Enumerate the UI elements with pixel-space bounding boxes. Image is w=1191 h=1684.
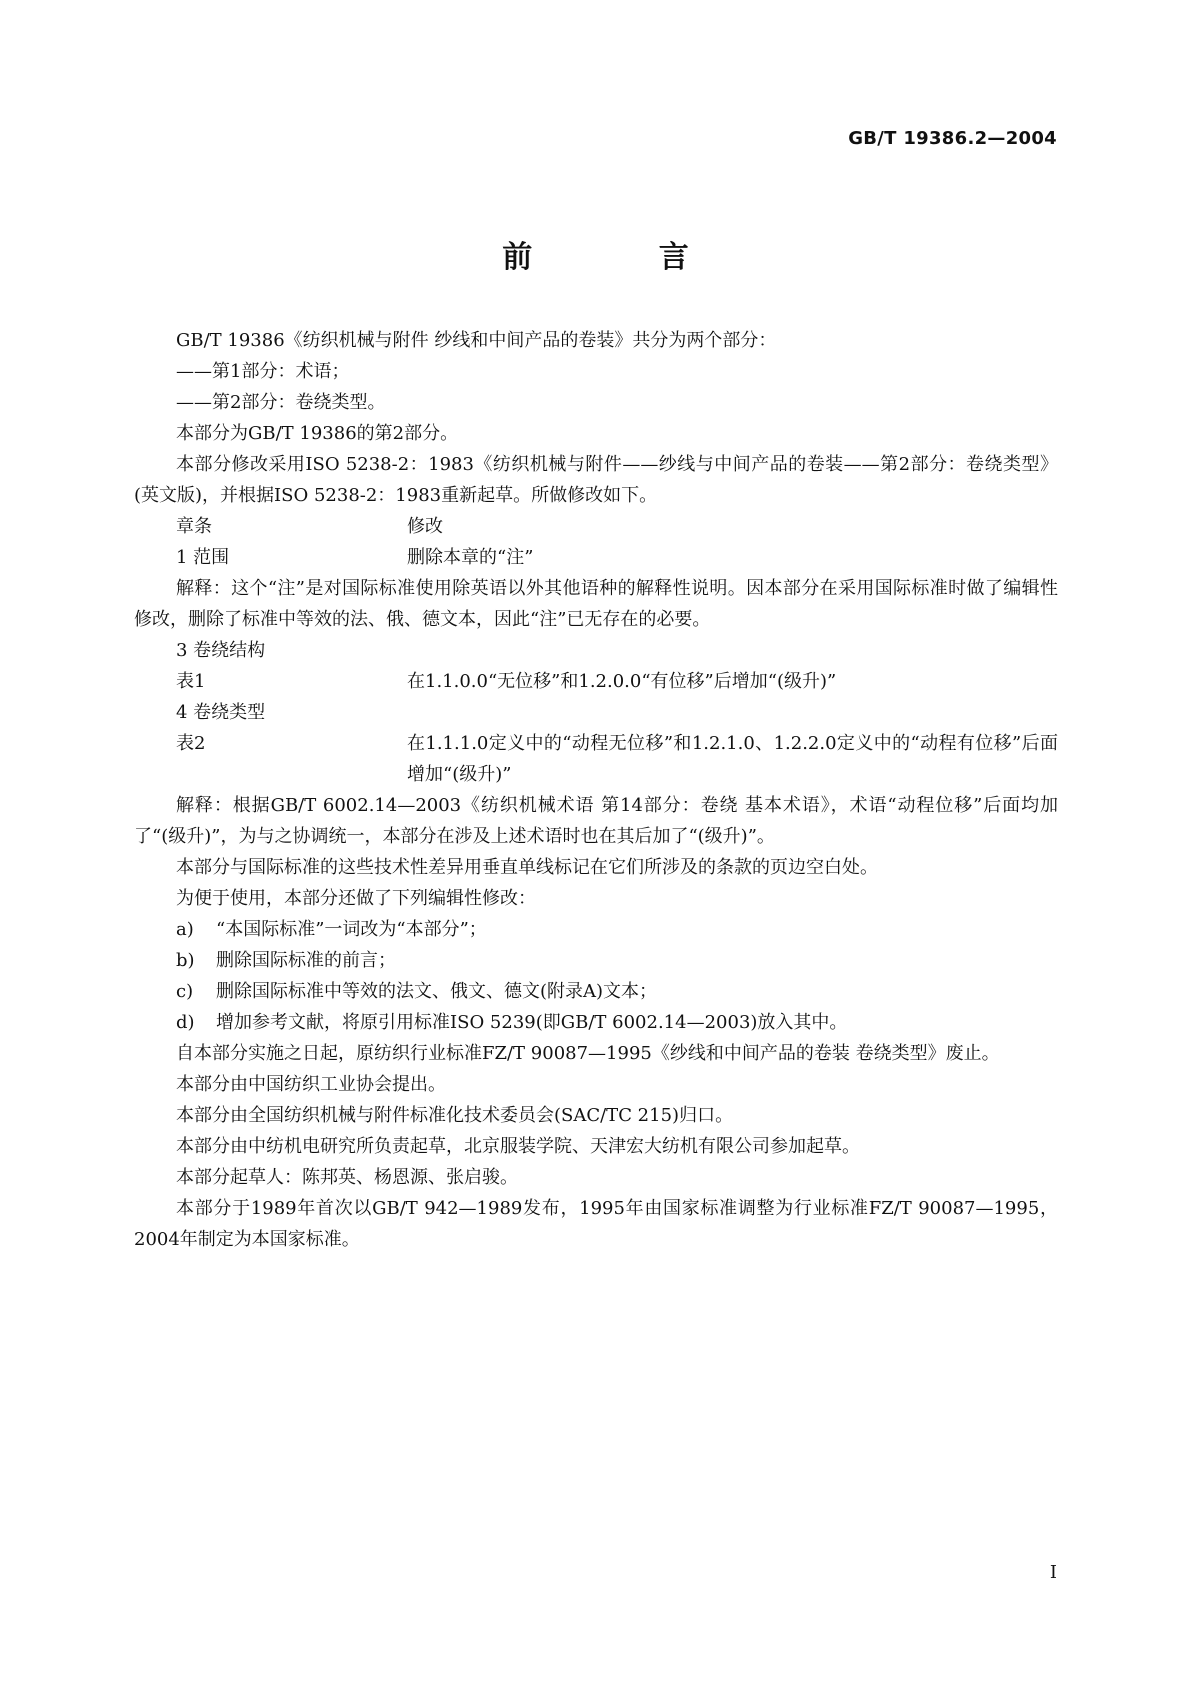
paragraph: ——第1部分：术语； [176,361,350,382]
mod-table-row [134,728,1058,790]
list-text: 增加参考文献，将原引用标准ISO 5239(即GB/T 6002.14—2003)放入其中。 [216,1012,848,1033]
row-clause: 表1 [176,671,206,692]
explanation-note: 解释：根据GB/T 6002.14—2003《纺织机械术语 第14部分：卷绕 基本术语》，术语“动程位移”后面均加了“(级升)”，为与之协调统一，本部分在涉及上述术语时也在其后加了“(级升)”。 [134,795,1058,847]
mod-table-header [134,511,1058,542]
paragraph: 本部分于1989年首次以GB/T 942—1989发布，1995年由国家标准调整为行业标准FZ/T 90087—1995，2004年制定为本国家标准。 [134,1198,1058,1250]
list-text: “本国际标准”一词改为“本部分”； [216,919,487,940]
paragraph: 本部分由中国纺织工业协会提出。 [176,1074,446,1095]
list-marker: d) [176,1012,195,1033]
mod-table-row [134,542,1058,573]
explanation-note: 解释：这个“注”是对国际标准使用除英语以外其他语种的解释性说明。因本部分在采用国际标准时做了编辑性修改，删除了标准中等效的法、俄、德文本，因此“注”已无存在的必要。 [134,578,1058,630]
col-header-modification: 修改 [407,516,443,537]
mod-table-row [134,697,1058,728]
paragraph: 本部分由全国纺织机械与附件标准化技术委员会(SAC/TC 215)归口。 [176,1105,734,1126]
paragraph: 本部分为GB/T 19386的第2部分。 [176,423,459,444]
list-text: 删除国际标准中等效的法文、俄文、德文(附录A)文本； [216,981,658,1002]
row-modification [407,697,1058,728]
row-clause: 4 卷绕类型 [176,702,266,723]
paragraph: 本部分起草人：陈邦英、杨恩源、张启骏。 [176,1167,518,1188]
paragraph: GB/T 19386《纺织机械与附件 纱线和中间产品的卷装》共分为两个部分： [176,330,777,351]
paragraph: 为便于使用，本部分还做了下列编辑性修改： [176,888,536,909]
paragraph: 本部分由中纺机电研究所负责起草，北京服装学院、天津宏大纺机有限公司参加起草。 [176,1136,860,1157]
page-number: I [1049,1562,1057,1583]
row-modification [407,635,1058,666]
row-modification: 删除本章的“注” [407,547,534,568]
page-title: 前 言 [502,240,747,275]
row-modification: 在1.1.1.0定义中的“动程无位移”和1.2.1.0、1.2.2.0定义中的“动程有位移”后面增加“(级升)” [407,733,1058,785]
list-marker: a) [176,919,194,940]
paragraph: 本部分与国际标准的这些技术性差异用垂直单线标记在它们所涉及的条款的页边空白处。 [176,857,878,878]
list-item [134,1007,1058,1038]
list-marker: b) [176,950,195,971]
list-item [134,914,1058,945]
row-clause: 1 范围 [176,547,230,568]
row-clause: 表2 [176,733,206,754]
list-text: 删除国际标准的前言； [216,950,396,971]
list-marker: c) [176,981,194,1002]
col-header-clause: 章条 [176,516,212,537]
standard-number: GB/T 19386.2—2004 [848,128,1057,149]
paragraph: 本部分修改采用ISO 5238-2：1983《纺织机械与附件——纱线与中间产品的卷装——第2部分：卷绕类型》(英文版)，并根据ISO 5238-2：1983重新起草。所做修改如下。 [134,454,1058,506]
mod-table-row [134,635,1058,666]
paragraph: ——第2部分：卷绕类型。 [176,392,386,413]
list-item [134,945,1058,976]
row-modification: 在1.1.0.0“无位移”和1.2.0.0“有位移”后增加“(级升)” [407,671,837,692]
mod-table-row [134,666,1058,697]
row-clause: 3 卷绕结构 [176,640,266,661]
paragraph: 自本部分实施之日起，原纺织行业标准FZ/T 90087—1995《纱线和中间产品的卷装 卷绕类型》废止。 [176,1043,1000,1064]
list-item [134,976,1058,1007]
document-body [134,325,1058,1255]
